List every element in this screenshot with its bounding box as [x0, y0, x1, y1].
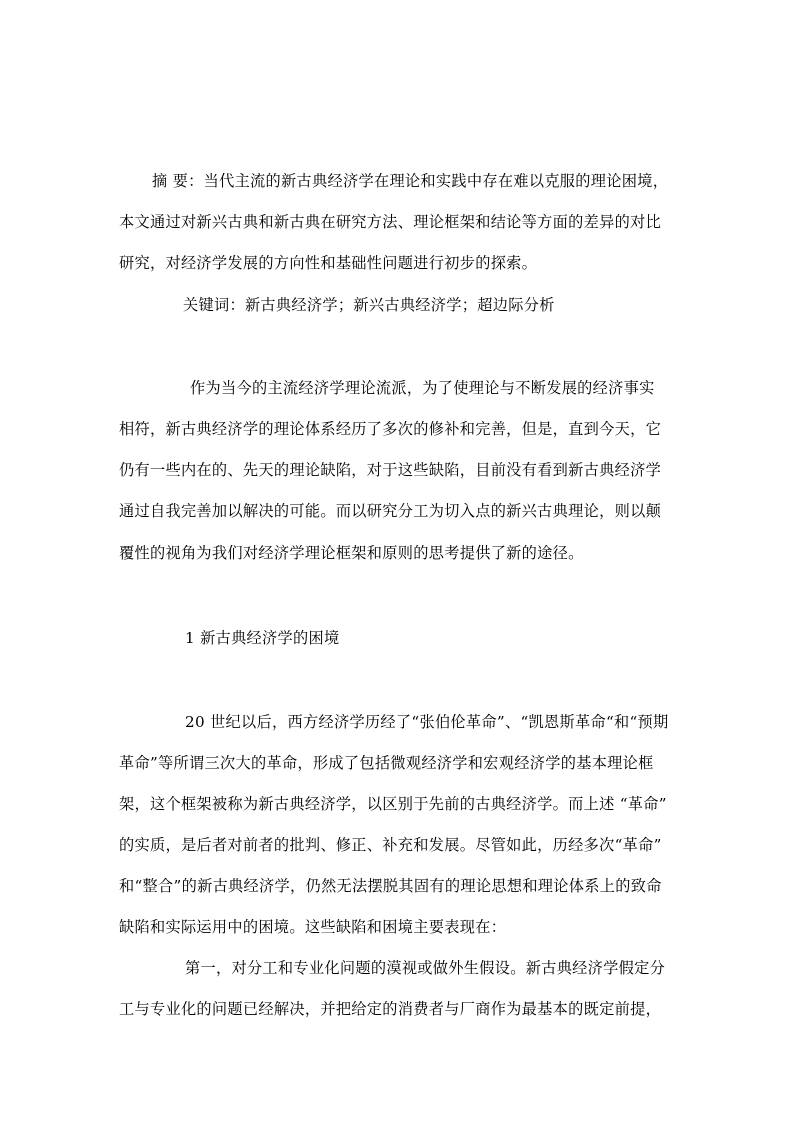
- abstract-line-2: 本文通过对新兴古典和新古典在研究方法、理论框架和结论等方面的差异的对比: [119, 213, 662, 231]
- section-p1-line-1: 20 世纪以后，西方经济学历经了“张伯伦革命”、“凯恩斯革命“和“预期: [185, 713, 669, 731]
- abstract-line-3: 研究，对经济学发展的方向性和基础性问题进行初步的探索。: [119, 254, 538, 272]
- intro-line-1: 作为当今的主流经济学理论流派，为了使理论与不断发展的经济事实: [190, 379, 655, 397]
- intro-line-2: 相符，新古典经济学的理论体系经历了多次的修补和完善，但是，直到今天，它: [119, 420, 662, 438]
- section-p2-line-1: 第一，对分工和专业化问题的漠视或做外生假设。新古典经济学假定分: [185, 959, 666, 977]
- section-p1-line-5: 和“整合”的新古典经济学，仍然无法摆脱其固有的理论思想和理论体系上的致命: [119, 877, 662, 895]
- keywords-line: 关键词：新古典经济学；新兴古典经济学；超边际分析: [183, 296, 555, 314]
- section-heading: 1 新古典经济学的困境: [185, 629, 340, 647]
- intro-line-5: 覆性的视角为我们对经济学理论框架和原则的思考提供了新的途径。: [119, 544, 584, 562]
- section-p1-line-4: 的实质，是后者对前者的批判、修正、补充和发展。尽管如此，历经多次“革命”: [119, 836, 662, 854]
- abstract-line-1: 摘 要：当代主流的新古典经济学在理论和实践中存在难以克服的理论困境，: [152, 172, 669, 190]
- intro-line-4: 通过自我完善加以解决的可能。而以研究分工为切入点的新兴古典理论，则以颠: [119, 502, 662, 520]
- section-p1-line-3: 架，这个框架被称为新古典经济学，以区别于先前的古典经济学。而上述 “革命”: [119, 795, 667, 813]
- section-p2-line-2: 工与专业化的问题已经解决，并把给定的消费者与厂商作为最基本的既定前提，: [119, 1000, 662, 1018]
- section-p1-line-2: 革命”等所谓三次大的革命，形成了包括微观经济学和宏观经济学的基本理论框: [119, 754, 654, 772]
- intro-line-3: 仍有一些内在的、先天的理论缺陷，对于这些缺陷，目前没有看到新古典经济学: [119, 461, 662, 479]
- section-p1-line-6: 缺陷和实际运用中的困境。这些缺陷和困境主要表现在：: [119, 918, 507, 936]
